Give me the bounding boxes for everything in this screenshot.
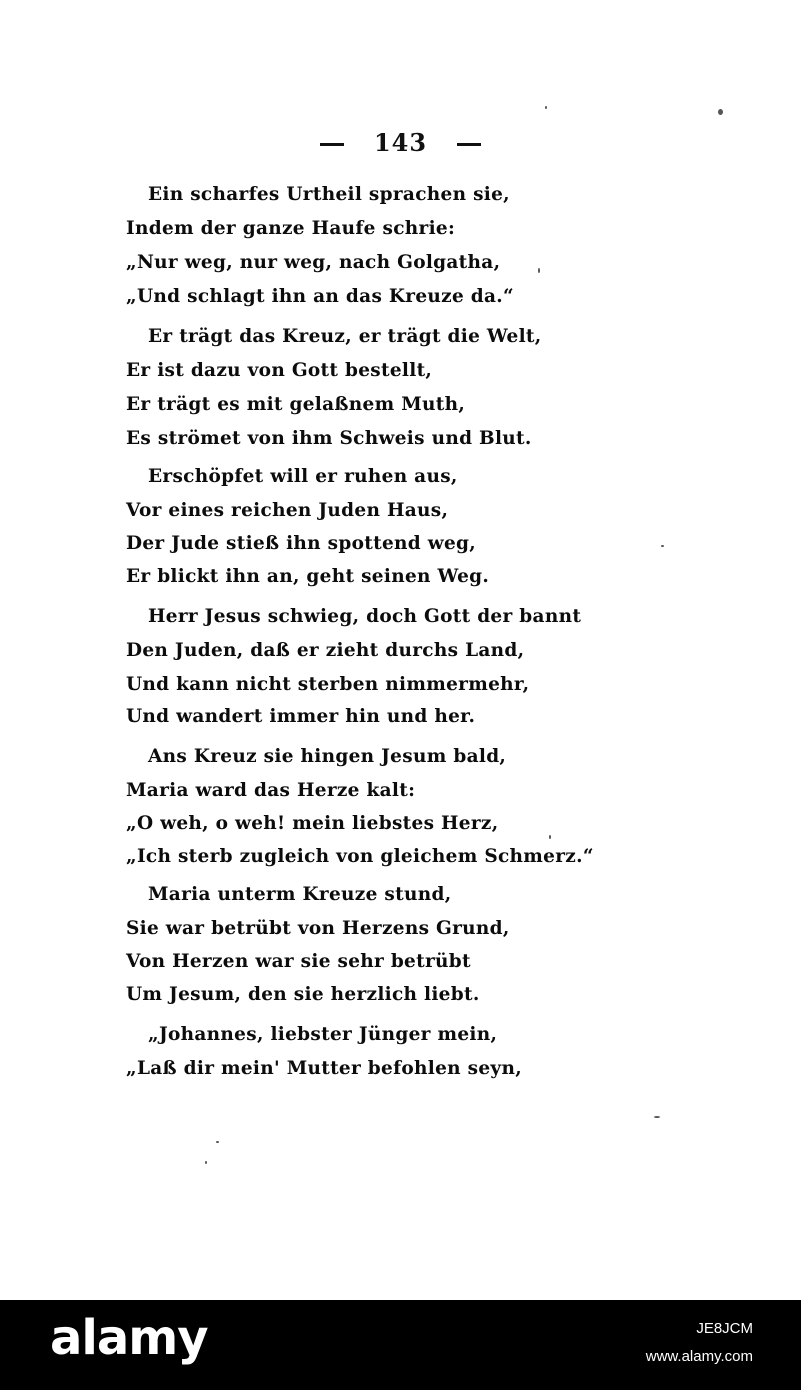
- scan-speck: [718, 109, 723, 115]
- verse-line: Der Jude stieß ihn spottend weg,: [126, 533, 477, 554]
- verse-line: Es strömet von ihm Schweis und Blut.: [126, 428, 532, 449]
- verse-line: Ans Kreuz sie hingen Jesum bald,: [148, 746, 507, 767]
- verse-line: „O weh, o weh! mein liebstes Herz,: [126, 813, 499, 834]
- verse-line: „Ich sterb zugleich von gleichem Schmerz.“: [126, 846, 594, 867]
- verse-line: Sie war betrübt von Herzens Grund,: [126, 918, 510, 939]
- verse-line: Von Herzen war sie sehr betrübt: [126, 951, 471, 972]
- verse-line: Er trägt es mit gelaßnem Muth,: [126, 394, 466, 415]
- verse-line: Vor eines reichen Juden Haus,: [126, 500, 449, 521]
- verse-line: Herr Jesus schwieg, doch Gott der bannt: [148, 606, 582, 627]
- verse-line: Maria unterm Kreuze stund,: [148, 884, 452, 905]
- scan-speck: [654, 1116, 660, 1118]
- scan-speck: [538, 268, 540, 273]
- verse-line: Um Jesum, den sie herzlich liebt.: [126, 984, 480, 1005]
- verse-line: „Johannes, liebster Jünger mein,: [148, 1024, 498, 1045]
- verse-line: Und wandert immer hin und her.: [126, 706, 476, 727]
- page-number: 143: [373, 128, 428, 157]
- scan-speck: [661, 545, 664, 547]
- verse-line: Erschöpfet will er ruhen aus,: [148, 466, 458, 487]
- verse-line: „Nur weg, nur weg, nach Golgatha,: [126, 252, 501, 273]
- verse-line: Er blickt ihn an, geht seinen Weg.: [126, 566, 490, 587]
- verse-line: „Laß dir mein' Mutter befohlen seyn,: [126, 1058, 522, 1079]
- scan-speck: [549, 835, 551, 839]
- image-id: JE8JCM: [696, 1320, 753, 1337]
- verse-line: Den Juden, daß er zieht durchs Land,: [126, 640, 525, 661]
- verse-line: Indem der ganze Haufe schrie:: [126, 218, 456, 239]
- verse-line: Er ist dazu von Gott bestellt,: [126, 360, 433, 381]
- watermark-footer: [0, 1300, 801, 1390]
- scan-speck: [216, 1141, 219, 1143]
- scan-speck: [205, 1161, 207, 1164]
- verse-line: Ein scharfes Urtheil sprachen sie,: [148, 184, 510, 205]
- alamy-logo: alamy: [50, 1310, 208, 1366]
- scan-speck: [545, 106, 547, 109]
- verse-line: Maria ward das Herze kalt:: [126, 780, 416, 801]
- verse-line: „Und schlagt ihn an das Kreuze da.“: [126, 286, 514, 307]
- verse-line: Er trägt das Kreuz, er trägt die Welt,: [148, 326, 542, 347]
- footer-url: www.alamy.com: [645, 1348, 753, 1365]
- verse-line: Und kann nicht sterben nimmermehr,: [126, 674, 530, 695]
